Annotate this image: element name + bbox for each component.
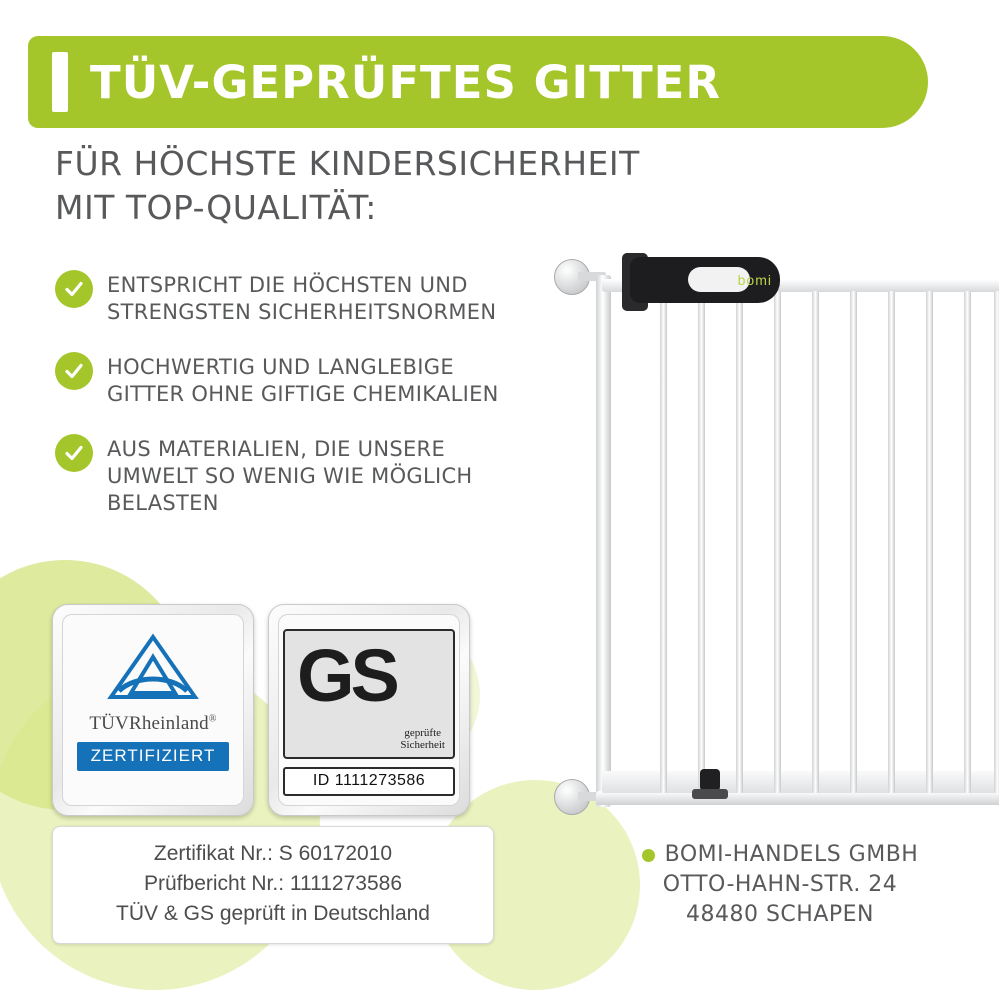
list-item bbox=[55, 268, 525, 326]
gate-bar bbox=[812, 291, 819, 793]
certificate-details-box bbox=[52, 826, 494, 944]
test-report-number: Prüfbericht Nr.: 1111273586 bbox=[144, 872, 402, 895]
gs-letters: GS bbox=[297, 634, 396, 717]
list-item-label: HOCHWERTIG UND LANGLEBIGE GITTER OHNE GIFTIGE CHEMIKALIEN bbox=[107, 355, 499, 406]
gate-latch-base bbox=[692, 789, 728, 799]
tuv-wordmark bbox=[89, 713, 216, 735]
check-icon bbox=[55, 270, 93, 308]
gate-handle bbox=[630, 257, 780, 305]
feature-list bbox=[55, 268, 525, 541]
gate-bar bbox=[660, 291, 667, 793]
company-city: 48480 SCHAPEN bbox=[685, 902, 875, 927]
gate-bar bbox=[850, 291, 857, 793]
subtitle-line-1: FÜR HÖCHSTE KINDERSICHERHEIT bbox=[55, 144, 640, 183]
gate-bar bbox=[964, 291, 971, 793]
list-item-label: AUS MATERIALIEN, DIE UNSERE UMWELT SO WENIG WIE MÖGLICH BELASTEN bbox=[107, 437, 473, 515]
gs-id-number: ID 1111273586 bbox=[283, 767, 455, 796]
subtitle-line-2: MIT TOP-QUALITÄT: bbox=[55, 188, 377, 227]
brand-logo: bomi bbox=[737, 272, 772, 288]
company-address bbox=[600, 840, 960, 930]
gs-subtitle bbox=[400, 727, 445, 751]
header-accent-bar bbox=[52, 52, 68, 112]
gate-bar bbox=[774, 291, 781, 793]
gate-bar bbox=[698, 291, 705, 793]
page-title: TÜV-GEPRÜFTES GITTER bbox=[90, 55, 722, 109]
gs-subtitle-line-1: geprüfte bbox=[404, 727, 442, 739]
list-item bbox=[55, 350, 525, 408]
list-item-label: ENTSPRICHT DIE HÖCHSTEN UND STRENGSTEN SICHERHEITSNORMEN bbox=[107, 273, 497, 324]
gate-handle-body bbox=[630, 257, 780, 303]
tuv-badge bbox=[52, 604, 254, 816]
registered-mark: ® bbox=[208, 713, 217, 725]
product-image bbox=[490, 215, 990, 825]
company-name: BOMI-HANDELS GMBH bbox=[664, 842, 919, 867]
gate-left-post bbox=[596, 275, 611, 807]
tuv-status-badge: ZERTIFIZIERT bbox=[77, 742, 230, 771]
company-name-row bbox=[600, 840, 960, 870]
certificate-number: Zertifikat Nr.: S 60172010 bbox=[153, 842, 393, 865]
gs-subtitle-line-2: Sicherheit bbox=[400, 739, 445, 751]
list-item bbox=[55, 432, 525, 517]
certification-badges bbox=[52, 604, 470, 816]
gs-mark bbox=[283, 629, 455, 759]
company-street: OTTO-HAHN-STR. 24 bbox=[662, 872, 898, 897]
tuv-wordmark-text: TÜVRheinland bbox=[89, 713, 209, 734]
gate-bar bbox=[736, 291, 743, 793]
tuv-triangle-icon bbox=[105, 631, 201, 709]
gate-bar bbox=[994, 291, 999, 793]
gate-latch-pin bbox=[700, 769, 720, 791]
header-banner bbox=[28, 36, 928, 128]
gate-bar bbox=[926, 291, 933, 793]
gate-bottom-rail bbox=[596, 791, 999, 805]
check-icon bbox=[55, 352, 93, 390]
safety-gate-illustration bbox=[542, 251, 990, 811]
bullet-dot-icon bbox=[642, 849, 655, 862]
check-icon bbox=[55, 434, 93, 472]
gate-latch bbox=[692, 769, 730, 803]
certificate-origin: TÜV & GS geprüft in Deutschland bbox=[116, 902, 430, 925]
gs-badge bbox=[268, 604, 470, 816]
gate-bar bbox=[888, 291, 895, 793]
